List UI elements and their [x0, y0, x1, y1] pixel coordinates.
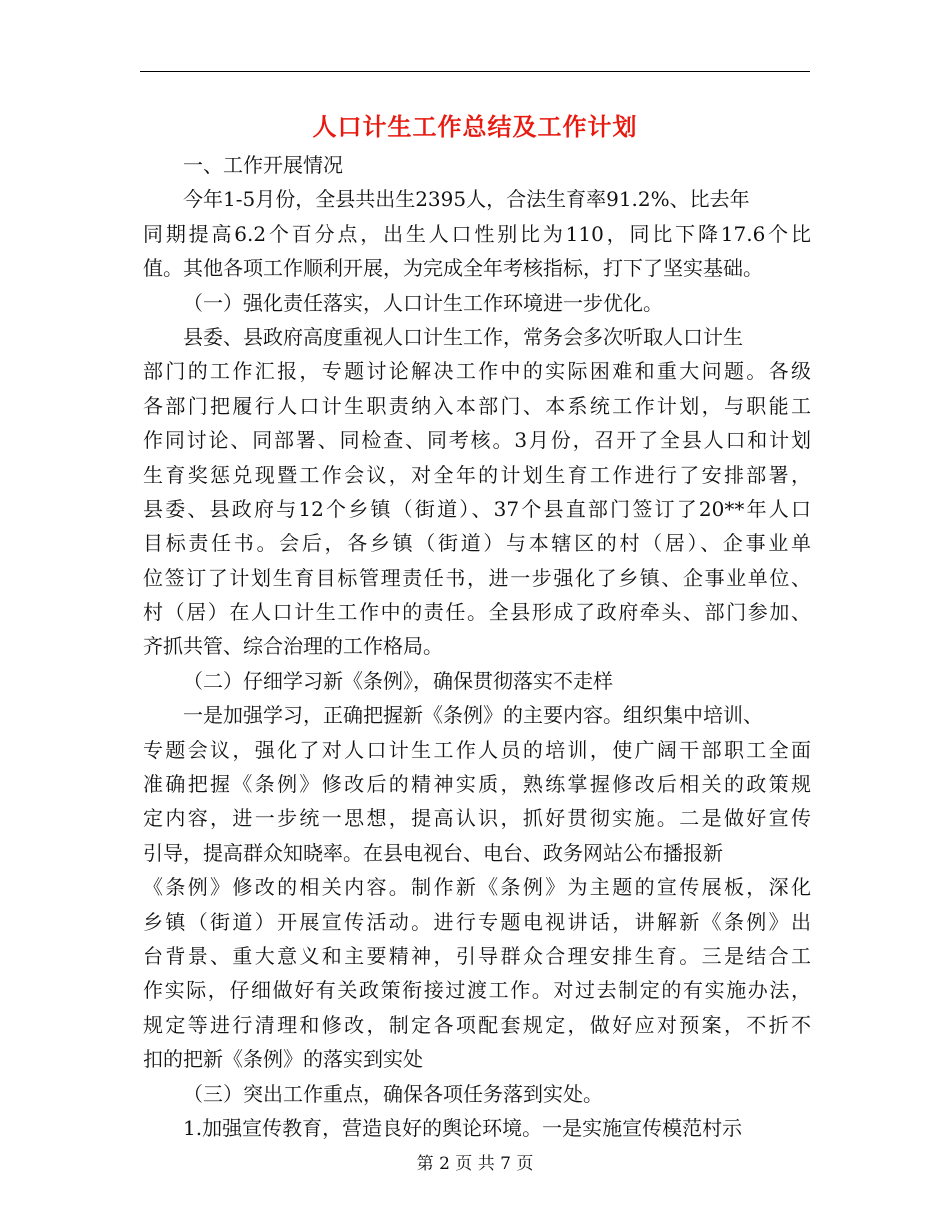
- paragraph-line: 县委、县政府高度重视人口计生工作，常务会多次听取人口计生: [183, 324, 743, 349]
- paragraph-line: 齐抓共管、综合治理的工作格局。: [143, 634, 443, 659]
- paragraph-line: 一是加强学习，正确把握新《条例》的主要内容。组织集中培训、: [183, 703, 763, 728]
- paragraph-line: 目标责任书。会后，各乡镇（街道）与本辖区的村（居）、企事业单: [143, 531, 811, 556]
- paragraph-line: 引导，提高群众知晓率。在县电视台、电台、政务网站公布播报新: [143, 840, 723, 865]
- paragraph-line: 各部门把履行人口计生职责纳入本部门、本系统工作计划，与职能工: [143, 393, 811, 418]
- subsection-heading: （二）仔细学习新《条例》，确保贯彻落实不走样: [183, 668, 613, 693]
- paragraph-line: 部门的工作汇报，专题讨论解决工作中的实际困难和重大问题。各级: [143, 359, 811, 384]
- paragraph-line: 值。其他各项工作顺利开展，为完成全年考核指标，打下了坚实基础。: [143, 256, 763, 281]
- document-body: [143, 148, 811, 1145]
- paragraph-line: 同期提高6.2个百分点，出生人口性别比为110，同比下降17.6个比: [143, 221, 811, 246]
- document-title: 人口计生工作总结及工作计划: [312, 113, 638, 141]
- paragraph-line: 台背景、重大意义和主要精神，引导群众合理安排生育。三是结合工: [143, 943, 811, 968]
- paragraph-line: 位签订了计划生育目标管理责任书，进一步强化了乡镇、企事业单位、: [143, 565, 811, 590]
- paragraph-line: 扣的把新《条例》的落实到实处: [143, 1047, 423, 1072]
- paragraph-line: 今年1-5月份，全县共出生2395人，合法生育率91.2%、比去年: [183, 187, 750, 212]
- paragraph-line: 规定等进行清理和修改，制定各项配套规定，做好应对预案，不折不: [143, 1012, 811, 1037]
- paragraph-line: 生育奖惩兑现暨工作会议，对全年的计划生育工作进行了安排部署，: [143, 462, 811, 487]
- paragraph-line: 村（居）在人口计生工作中的责任。全县形成了政府牵头、部门参加、: [143, 600, 811, 625]
- paragraph-line: 县委、县政府与12个乡镇（街道）、37个县直部门签订了20**年人口: [143, 496, 811, 521]
- paragraph-line: 准确把握《条例》修改后的精神实质，熟练掌握修改后相关的政策规: [143, 772, 811, 797]
- paragraph-line: 专题会议，强化了对人口计生工作人员的培训，使广阔干部职工全面: [143, 737, 811, 762]
- page-number: 第 2 页 共 7 页: [416, 1154, 534, 1174]
- paragraph-line: 乡镇（街道）开展宣传活动。进行专题电视讲话，讲解新《条例》出: [143, 909, 811, 934]
- paragraph-line: 《条例》修改的相关内容。制作新《条例》为主题的宣传展板，深化: [143, 875, 811, 900]
- subsection-heading: （三）突出工作重点，确保各项任务落到实处。: [183, 1081, 603, 1106]
- paragraph-line: 定内容，进一步统一思想，提高认识，抓好贯彻实施。二是做好宣传: [143, 806, 811, 831]
- paragraph-line: 1.加强宣传教育，营造良好的舆论环境。一是实施宣传模范村示: [183, 1115, 743, 1140]
- subsection-heading: （一）强化责任落实，人口计生工作环境进一步优化。: [183, 290, 663, 315]
- paragraph-line: 作实际，仔细做好有关政策衔接过渡工作。对过去制定的有实施办法，: [143, 978, 811, 1003]
- section-heading: 一、工作开展情况: [183, 153, 343, 177]
- header-rule: [140, 71, 810, 72]
- paragraph-line: 作同讨论、同部署、同检查、同考核。3月份，召开了全县人口和计划: [143, 428, 811, 453]
